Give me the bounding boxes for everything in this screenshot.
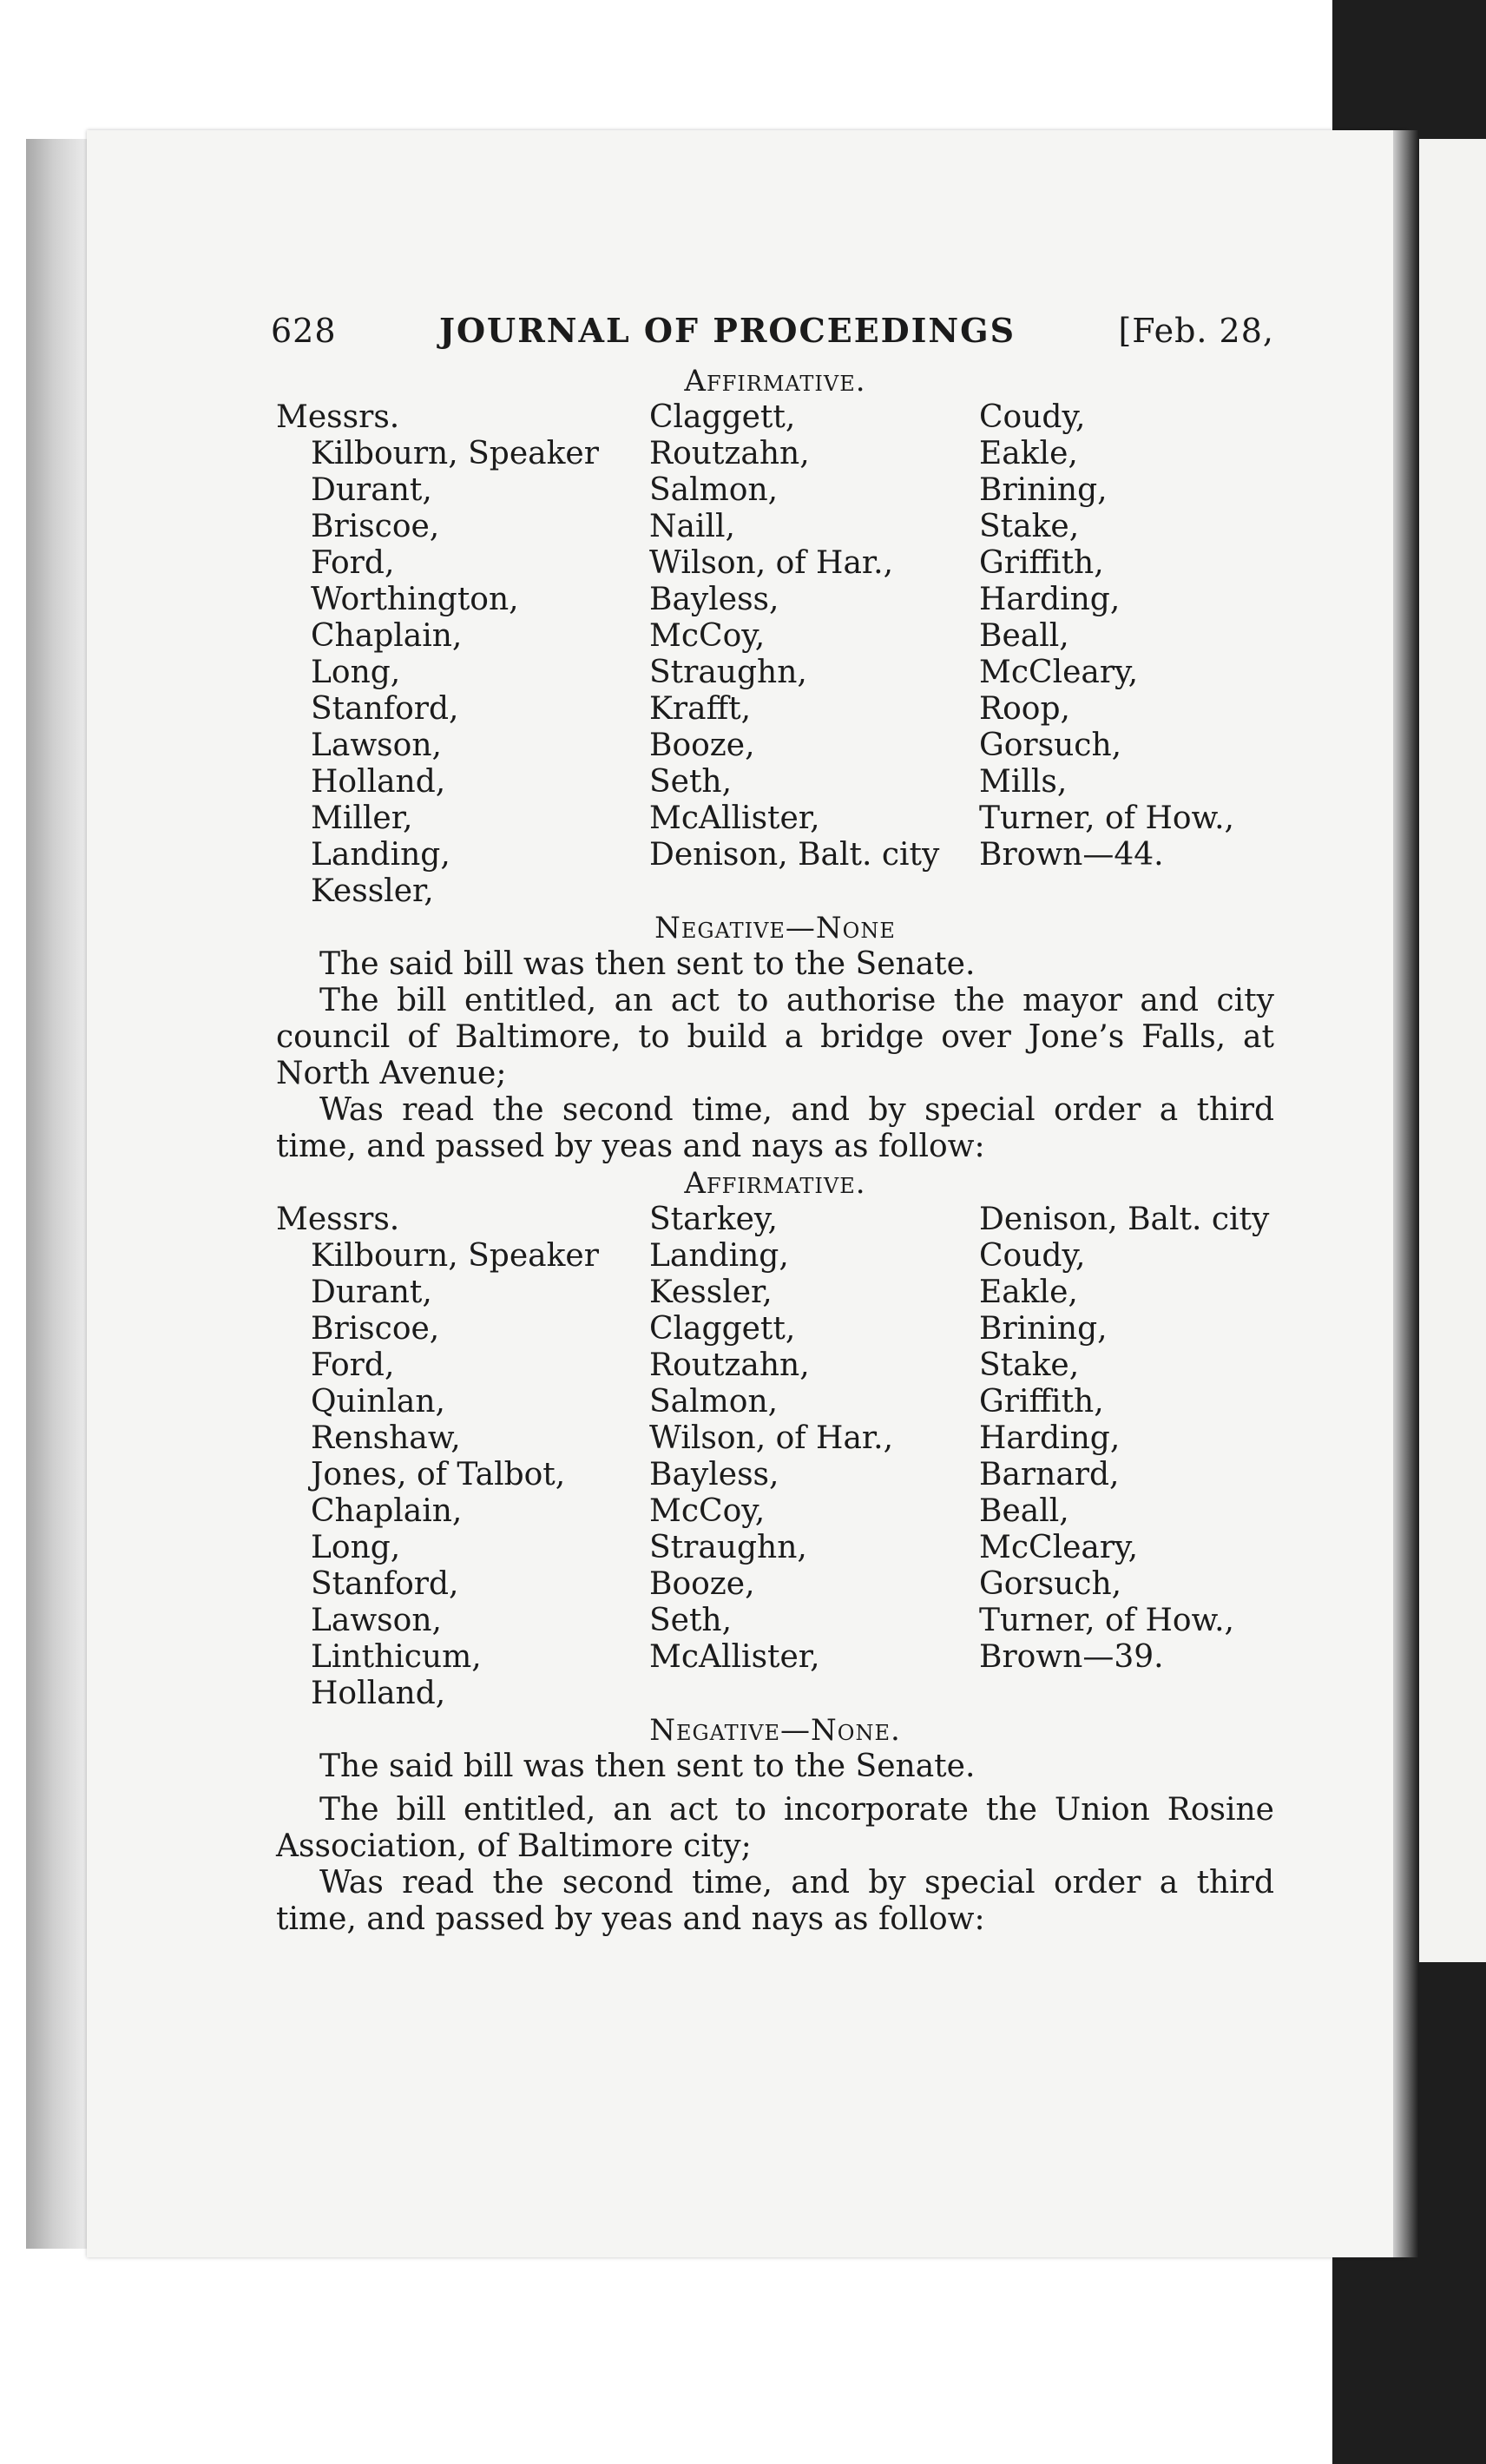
member-name: Miller, <box>311 800 413 836</box>
member-name: Stake, <box>979 1347 1080 1383</box>
member-name: Long, <box>311 655 401 690</box>
affirmative-heading-1: Affirmative. <box>684 364 866 399</box>
member-name: Briscoe, <box>311 1311 440 1347</box>
member-name: Routzahn, <box>649 436 810 471</box>
member-name: Roop, <box>979 691 1070 727</box>
member-name: Beall, <box>979 618 1069 654</box>
member-name: Linthicum, <box>311 1639 482 1675</box>
affirmative-heading-2: Affirmative. <box>684 1166 866 1201</box>
member-name: Durant, <box>311 1275 432 1310</box>
member-name: Harding, <box>979 582 1121 617</box>
member-name: Long, <box>311 1530 401 1565</box>
member-name: Bayless, <box>649 582 779 617</box>
empty-cell <box>979 1676 1274 1712</box>
member-name: Ford, <box>311 545 395 581</box>
member-name: Beall, <box>979 1493 1069 1529</box>
member-name: Griffith, <box>979 1384 1104 1420</box>
member-name: Kessler, <box>649 1275 773 1310</box>
member-name: Brining, <box>979 472 1108 508</box>
member-name: McCleary, <box>979 655 1139 690</box>
vote-table-1 <box>276 399 1274 910</box>
member-name: Messrs. <box>276 1202 400 1237</box>
member-name: Briscoe, <box>311 509 440 544</box>
member-name: Brown—39. <box>979 1639 1164 1675</box>
member-name: Krafft, <box>649 691 752 727</box>
member-name: Kilbourn, Speaker <box>311 436 599 471</box>
paragraph-read-second-1: Was read the second time, and by special order a third time, and passed by yeas and nays as follow: <box>276 1092 1274 1164</box>
member-name: Griffith, <box>979 545 1104 581</box>
member-name: McAllister, <box>649 1639 820 1675</box>
member-name: Jones, of Talbot, <box>311 1457 566 1492</box>
member-name: Worthington, <box>311 582 519 617</box>
member-name: Chaplain, <box>311 1493 463 1529</box>
member-name: Gorsuch, <box>979 1566 1122 1602</box>
member-name: Messrs. <box>276 399 400 435</box>
member-name: Holland, <box>311 764 446 800</box>
page-number: 628 <box>271 312 337 350</box>
member-name: Wilson, of Har., <box>649 545 894 581</box>
member-name: Straughn, <box>649 1530 807 1565</box>
member-name: Stanford, <box>311 1566 459 1602</box>
member-name: Bayless, <box>649 1457 779 1492</box>
member-name: Eakle, <box>979 1275 1078 1310</box>
member-name: Quinlan, <box>311 1384 446 1420</box>
member-name: Denison, Balt. city <box>979 1202 1270 1237</box>
member-name: Routzahn, <box>649 1347 810 1383</box>
member-name: Kilbourn, Speaker <box>311 1238 599 1274</box>
negative-line-2: Negative—None. <box>649 1713 901 1748</box>
member-name: Barnard, <box>979 1457 1120 1492</box>
member-name: Harding, <box>979 1420 1121 1456</box>
member-name: Kessler, <box>311 873 434 909</box>
member-name: Starkey, <box>649 1202 778 1237</box>
member-name: Salmon, <box>649 472 779 508</box>
paragraph-bill-bridge: The bill entitled, an act to authorise the mayor and city council of Baltimore, to build a bridge over Jone’s Falls, at North Avenue; <box>276 983 1274 1091</box>
vote-table-2 <box>276 1202 1274 1712</box>
member-name: Stanford, <box>311 691 459 727</box>
page-gutter <box>1393 130 1419 2257</box>
member-name: Renshaw, <box>311 1420 461 1456</box>
member-name: Ford, <box>311 1347 395 1383</box>
paragraph-read-second-2: Was read the second time, and by special order a third time, and passed by yeas and nays as follow: <box>276 1865 1274 1937</box>
member-name: Eakle, <box>979 436 1078 471</box>
member-name: Straughn, <box>649 655 807 690</box>
member-name: Landing, <box>311 837 450 873</box>
member-name: Chaplain, <box>311 618 463 654</box>
page-content <box>271 311 1274 1938</box>
member-name: Wilson, of Har., <box>649 1420 894 1456</box>
journal-title: JOURNAL OF PROCEEDINGS <box>438 311 1016 350</box>
member-name: Brining, <box>979 1311 1108 1347</box>
negative-line-1: Negative—None <box>654 911 896 945</box>
member-name: Booze, <box>649 1566 755 1602</box>
member-name: Lawson, <box>311 1603 442 1638</box>
member-name: Gorsuch, <box>979 728 1122 763</box>
member-name: McCoy, <box>649 618 766 654</box>
member-name: Coudy, <box>979 399 1086 435</box>
empty-cell <box>649 1676 979 1712</box>
member-name: Coudy, <box>979 1238 1086 1274</box>
member-name: Landing, <box>649 1238 789 1274</box>
member-name: Naill, <box>649 509 735 544</box>
paragraph-sent-senate-1: The said bill was then sent to the Senate. <box>319 946 976 982</box>
member-name: Mills, <box>979 764 1068 800</box>
member-name: Holland, <box>311 1676 446 1711</box>
member-name: McCleary, <box>979 1530 1139 1565</box>
paragraph-bill-rosine: The bill entitled, an act to incorporate the Union Rosine Association, of Baltimore city; <box>276 1792 1274 1864</box>
member-name: Seth, <box>649 1603 733 1638</box>
member-name: Booze, <box>649 728 755 763</box>
facing-page-edge <box>1419 139 1486 1962</box>
member-name: Claggett, <box>649 399 796 435</box>
member-name: Lawson, <box>311 728 442 763</box>
page-date: [Feb. 28, <box>1118 312 1274 350</box>
member-name: Turner, of How., <box>979 1603 1234 1638</box>
member-name: Durant, <box>311 472 432 508</box>
member-name: Claggett, <box>649 1311 796 1347</box>
member-name: Turner, of How., <box>979 800 1234 836</box>
member-name: Brown—44. <box>979 837 1164 873</box>
member-name: Salmon, <box>649 1384 779 1420</box>
member-name: McCoy, <box>649 1493 766 1529</box>
empty-cell <box>649 873 979 910</box>
member-name: McAllister, <box>649 800 820 836</box>
member-name: Denison, Balt. city <box>649 837 940 873</box>
member-name: Stake, <box>979 509 1080 544</box>
member-name: Seth, <box>649 764 733 800</box>
running-head <box>271 313 1274 363</box>
paragraph-sent-senate-2: The said bill was then sent to the Senate. <box>319 1749 976 1784</box>
empty-cell <box>979 873 1274 910</box>
